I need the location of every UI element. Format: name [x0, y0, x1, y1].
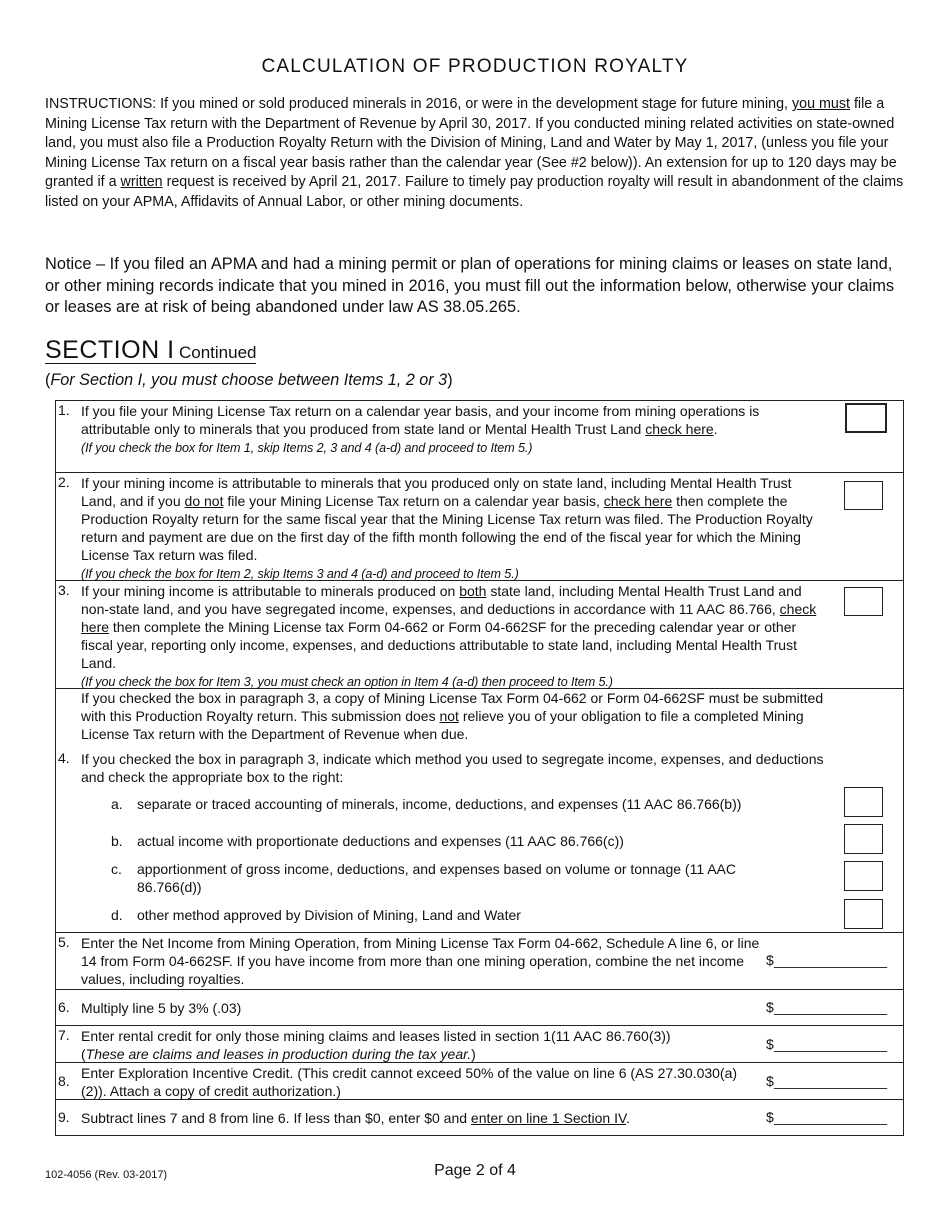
option-c-text: apportionment of gross income, deductions, and expenses based on volume or tonnage (11 AAC 86.766(d)) — [137, 861, 737, 895]
option-c-checkbox[interactable] — [844, 861, 883, 891]
item-3-text: If your mining income is attributable to minerals produced on both state land, including Mental Health Trust Land and non-state land, and you have segregated income, expenses, and deductions in accordance with 11 AAC 86.766, check here then complete the Mining License tax Form 04-662 or Form 04-662SF for the preceding calendar year or other fiscal year, reporting only income, expenses, and deductions attributable to state land, including Mental Health Trust Land. (If you check the box for Item 3, you must check an option in Item 4 (a-d) then proceed to Item 5.) — [81, 583, 817, 689]
option-a-text: separate or traced accounting of minerals, income, deductions, and expenses (11 AAC 86.766(b)) — [137, 796, 742, 812]
item-4-preamble: If you checked the box in paragraph 3, a copy of Mining License Tax Form 04-662 or Form 04-662SF must be submitted with this Production Royalty return. This submission does not relieve you of your obligation to file a completed Mining License Tax return with the Department of Revenue when due. — [81, 690, 824, 742]
item-5-amount-field[interactable]: $______________ — [766, 952, 888, 968]
item-3-check-here: check here — [81, 601, 817, 635]
option-a-letter: a. — [111, 796, 123, 812]
instructions-text-3: request is received by April 21, 2017. Failure to timely pay production royalty will result in abandonment of the claims listed on your APMA, Affidavits of Annual Labor, or other mining documents. — [45, 174, 904, 210]
item-5-row — [56, 933, 903, 990]
option-a-checkbox[interactable] — [844, 787, 883, 817]
option-b-checkbox[interactable] — [844, 824, 883, 854]
item-4-number: 4. — [58, 750, 70, 766]
item-1-checkbox[interactable] — [845, 403, 887, 433]
instructions-you-must: you must — [791, 96, 850, 112]
item-3-note: (If you check the box for Item 3, you must check an option in Item 4 (a-d) then proceed to Item 5.) — [81, 675, 613, 689]
item-6-number: 6. — [58, 999, 70, 1015]
section-title: SECTION I — [45, 336, 175, 364]
notice-paragraph: Notice – If you filed an APMA and had a mining permit or plan of operations for mining claims or leases on state land, or other mining records indicate that you mined in 2016, you must fill out the information below, otherwise your claims or leases are at risk of being abandoned under law AS 38.05.265. — [45, 255, 895, 316]
item-3-checkbox[interactable] — [844, 587, 883, 616]
item-7-number: 7. — [58, 1027, 70, 1043]
item-3-row — [56, 581, 903, 689]
item-8-row — [56, 1063, 903, 1100]
item-9-row — [56, 1100, 903, 1135]
item-1-note: (If you check the box for Item 1, skip Items 2, 3 and 4 (a-d) and proceed to Item 5.) — [81, 441, 533, 455]
item-1-check-here: check here — [645, 421, 714, 437]
item-7-text: Enter rental credit for only those mining claims and leases listed in section 1(11 AAC 86.760(3)) (These are claims and leases in production during the tax year.) — [81, 1028, 671, 1062]
option-d-text: other method approved by Division of Mining, Land and Water — [137, 907, 521, 923]
instructions-text-2: file a Mining License Tax return with the Department of Revenue by April 30, 2017. If you conducted mining related activities on state-owned land, you must also file a Production Royalty Return with the Division of Mining, Land and Water by May 1, 2017, (unless you file your Mining License Tax return on a fiscal year basis rather than the calendar year (See #2 below)). An extension for up to 120 days may be granted if a — [45, 96, 897, 190]
item-6-row — [56, 990, 903, 1026]
item-2-note: (If you check the box for Item 2, skip Items 3 and 4 (a-d) and proceed to Item 5.) — [81, 567, 519, 581]
option-b-letter: b. — [111, 833, 123, 849]
option-d-letter: d. — [111, 907, 123, 923]
item-1-text: If you file your Mining License Tax return on a calendar year basis, and your income from mining operations is attributable only to minerals that you produced from state land or Mental Health Trust Land check here. (If you check the box for Item 1, skip Items 2, 3 and 4 (a-d) and proceed to Item 5.) — [81, 403, 760, 455]
item-8-amount-field[interactable]: $______________ — [766, 1073, 888, 1089]
item-2-row — [56, 473, 903, 581]
item-9-enter-line-link: enter on line 1 Section IV — [470, 1110, 627, 1126]
instructions-text-1: INSTRUCTIONS: If you mined or sold produced minerals in 2016, or were in the development stage for future mining, — [45, 96, 792, 112]
item-9-amount-field[interactable]: $______________ — [766, 1109, 888, 1125]
item-4-text: If you checked the box in paragraph 3, indicate which method you used to segregate income, expenses, and deductions and check the appropriate box to the right: — [81, 751, 824, 785]
item-5-number: 5. — [58, 934, 70, 950]
item-7-row — [56, 1026, 903, 1063]
item-8-text: Enter Exploration Incentive Credit. (This credit cannot exceed 50% of the value on line 6 (AS 27.30.030(a)(2)). Attach a copy of credit authorization.) — [81, 1065, 738, 1099]
option-c-letter: c. — [111, 861, 122, 877]
item-9-text: Subtract lines 7 and 8 from line 6. If less than $0, enter $0 and enter on line 1 Section IV. — [81, 1110, 630, 1126]
item-3-number: 3. — [58, 582, 70, 598]
item-1-number: 1. — [58, 402, 70, 418]
item-7-amount-field[interactable]: $______________ — [766, 1036, 888, 1052]
item-2-check-here: check here — [603, 493, 673, 509]
section-note: (For Section I, you must choose between Items 1, 2 or 3) — [45, 371, 453, 389]
page-title: CALCULATION OF PRODUCTION ROYALTY — [261, 56, 689, 77]
item-8-number: 8. — [58, 1073, 70, 1089]
section-subtitle: Continued — [178, 343, 257, 362]
page-number: Page 2 of 4 — [434, 1162, 516, 1179]
item-9-number: 9. — [58, 1109, 70, 1125]
form-id: 102-4056 (Rev. 03-2017) — [45, 1169, 168, 1181]
item-2-number: 2. — [58, 474, 70, 490]
item-6-text: Multiply line 5 by 3% (.03) — [81, 1000, 242, 1016]
instructions-paragraph — [45, 95, 907, 212]
item-1-row — [56, 401, 903, 473]
item-5-text: Enter the Net Income from Mining Operation, from Mining License Tax Form 04-662, Schedule A line 6, or line 14 from Form 04-662SF. If you have income from more than one mining operation, combine the net income values, including royalties. — [81, 935, 760, 987]
instructions-written: written — [120, 174, 163, 190]
section-heading — [45, 336, 256, 365]
section-note-text: For Section I, you must choose between Items 1, 2 or 3 — [50, 371, 448, 389]
item-6-amount-field[interactable]: $______________ — [766, 999, 888, 1015]
item-4-row — [56, 689, 903, 933]
item-2-text: If your mining income is attributable to minerals that you produced only on state land, including Mental Health Trust Land, and if you do not file your Mining License Tax return on a calendar year basis, check here then complete the Production Royalty return for the same fiscal year that the Mining License Tax return was filed. The Production Royalty return and payment are due on the first day of the fifth month following the end of the fiscal year for which the Mining License Tax return was filed. (If you check the box for Item 2, skip Items 3 and 4 (a-d) and proceed to Item 5.) — [81, 475, 813, 581]
item-2-checkbox[interactable] — [844, 481, 883, 510]
option-d-checkbox[interactable] — [844, 899, 883, 929]
option-b-text: actual income with proportionate deductions and expenses (11 AAC 86.766(c)) — [137, 833, 624, 849]
royalty-form-table — [55, 400, 904, 1136]
